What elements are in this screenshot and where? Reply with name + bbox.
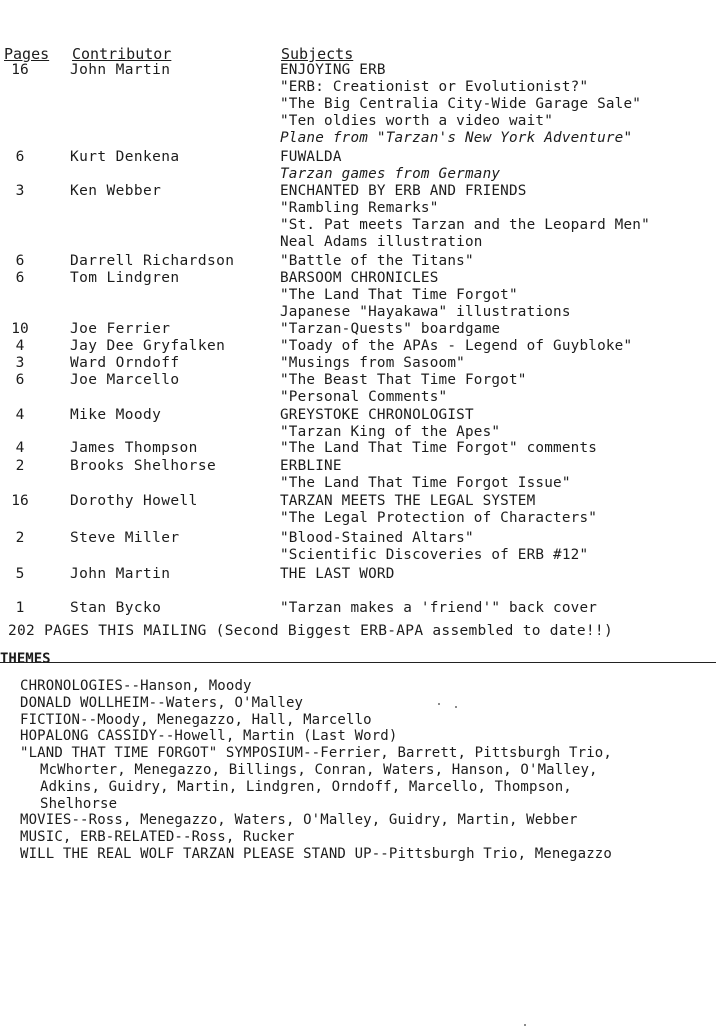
subject-line: ENCHANTED BY ERB AND FRIENDS — [280, 183, 527, 199]
subject-list — [280, 62, 641, 147]
page-count: 2 — [15, 458, 25, 474]
subject-line: "St. Pat meets Tarzan and the Leopard Men" — [280, 217, 650, 233]
subject-line: Japanese "Hayakawa" illustrations — [280, 304, 571, 320]
subject-line: "The Land That Time Forgot" comments — [280, 440, 598, 456]
contributor-header: Contributor — [72, 45, 172, 63]
page-count: 5 — [15, 566, 25, 582]
theme-continuation: Shelhorse — [40, 795, 118, 812]
page-count: 4 — [15, 440, 25, 456]
themes-divider — [0, 662, 716, 663]
themes-list — [20, 678, 612, 863]
subject-list — [280, 566, 395, 583]
theme-entry: FICTION--Moody, Menegazzo, Hall, Marcello — [20, 711, 372, 728]
page-count: 6 — [15, 253, 25, 269]
page-count: 2 — [15, 530, 25, 546]
subject-line: "The Big Centralia City-Wide Garage Sale" — [280, 96, 642, 112]
subjects-header: Subjects — [281, 45, 354, 63]
subject-list — [280, 530, 588, 564]
contributor-name: Ward Orndoff — [70, 355, 180, 371]
contributor-name: Brooks Shelhorse — [70, 458, 217, 474]
page-count: 6 — [15, 270, 25, 286]
theme-entry: CHRONOLOGIES--Hanson, Moody — [20, 678, 252, 694]
contributor-name: Steve Miller — [70, 530, 180, 546]
subject-list — [280, 372, 527, 406]
contributor-name: Dorothy Howell — [70, 493, 198, 509]
page-count: 16 — [11, 62, 29, 78]
subject-line: TARZAN MEETS THE LEGAL SYSTEM — [280, 493, 536, 509]
subject-line: "Blood-Stained Altars" — [280, 530, 474, 546]
subject-line: "Personal Comments" — [280, 389, 448, 405]
subject-line: "The Land That Time Forgot" — [280, 287, 518, 303]
paper-speck — [524, 1024, 526, 1026]
subject-line: "The Beast That Time Forgot" — [280, 372, 527, 388]
contributor-name: John Martin — [70, 62, 171, 78]
theme-entry: MOVIES--Ross, Menegazzo, Waters, O'Malley, Guidry, Martin, Webber — [20, 812, 578, 829]
subject-line: "Battle of the Titans" — [280, 253, 474, 269]
subject-line: BARSOOM CHRONICLES — [280, 270, 439, 286]
subject-line: "The Land That Time Forgot Issue" — [280, 475, 571, 491]
page-count: 4 — [15, 407, 25, 423]
page-count: 16 — [11, 493, 29, 509]
subject-line: Neal Adams illustration — [280, 234, 483, 250]
subject-line: "Musings from Sasoom" — [280, 355, 465, 371]
total-pages-line: 202 PAGES THIS MAILING (Second Biggest ERB-APA assembled to date!!) — [8, 623, 613, 639]
contributor-name: John Martin — [70, 566, 171, 582]
contributor-name: Darrell Richardson — [70, 253, 235, 269]
subject-line: Plane from "Tarzan's New York Adventure" — [280, 130, 633, 146]
contributor-name: Stan Bycko — [70, 600, 162, 616]
subject-list — [280, 338, 632, 355]
page-count: 4 — [15, 338, 25, 354]
contributor-name: Joe Ferrier — [70, 321, 171, 337]
theme-entry: DONALD WOLLHEIM--Waters, O'Malley — [20, 694, 304, 711]
contributor-name: James Thompson — [70, 440, 198, 456]
theme-continuation: Adkins, Guidry, Martin, Lindgren, Orndoff, Marcello, Thompson, — [40, 778, 572, 795]
subject-line: "Ten oldies worth a video wait" — [280, 113, 554, 129]
subject-line: Tarzan games from Germany — [280, 166, 501, 182]
page-count: 3 — [15, 183, 25, 199]
subject-list — [280, 149, 500, 183]
themes-heading: THEMES — [0, 651, 51, 667]
subject-list — [280, 183, 650, 251]
subject-line: "Rambling Remarks" — [280, 200, 439, 216]
subject-line: ERBLINE — [280, 458, 342, 474]
contributor-name: Mike Moody — [70, 407, 162, 423]
theme-entry: MUSIC, ERB-RELATED--Ross, Rucker — [20, 829, 295, 846]
theme-continuation: McWhorter, Menegazzo, Billings, Conran, Waters, Hanson, O'Malley, — [40, 761, 598, 778]
subject-line: "The Legal Protection of Characters" — [280, 510, 598, 526]
page-count: 6 — [15, 372, 25, 388]
subject-line: THE LAST WORD — [280, 566, 395, 582]
subject-list — [280, 321, 500, 338]
paper-speck — [455, 706, 457, 708]
contributor-name: Tom Lindgren — [70, 270, 180, 286]
subject-line: "Tarzan-Quests" boardgame — [280, 321, 501, 337]
contributor-name: Kurt Denkena — [70, 149, 180, 165]
page-count: 6 — [15, 149, 25, 165]
contributor-name: Jay Dee Gryfalken — [70, 338, 226, 354]
subject-list — [280, 270, 571, 321]
contributor-name: Ken Webber — [70, 183, 162, 199]
subject-line: "Toady of the APAs - Legend of Guybloke" — [280, 338, 633, 354]
subject-list — [280, 440, 597, 457]
subject-line: "ERB: Creationist or Evolutionist?" — [280, 79, 589, 95]
subject-line: "Tarzan makes a 'friend'" back cover — [280, 600, 598, 616]
subject-line: "Tarzan King of the Apes" — [280, 424, 501, 440]
paper-speck — [438, 703, 440, 705]
subject-list — [280, 458, 571, 492]
subject-line: GREYSTOKE CHRONOLOGIST — [280, 407, 474, 423]
page-count: 10 — [11, 321, 29, 337]
subject-list — [280, 407, 500, 441]
subject-line: ENJOYING ERB — [280, 62, 386, 78]
subject-list — [280, 600, 597, 617]
contributor-name: Joe Marcello — [70, 372, 180, 388]
theme-entry: HOPALONG CASSIDY--Howell, Martin (Last Word) — [20, 728, 398, 745]
pages-header: Pages — [4, 45, 50, 63]
subject-list — [280, 493, 597, 527]
subject-list — [280, 253, 474, 270]
subject-list — [280, 355, 465, 372]
theme-entry: WILL THE REAL WOLF TARZAN PLEASE STAND UP--Pittsburgh Trio, Menegazzo — [20, 845, 612, 862]
subject-line: "Scientific Discoveries of ERB #12" — [280, 547, 589, 563]
page-count: 1 — [15, 600, 25, 616]
subject-line: FUWALDA — [280, 149, 342, 165]
page-count: 3 — [15, 355, 25, 371]
theme-entry: "LAND THAT TIME FORGOT" SYMPOSIUM--Ferrier, Barrett, Pittsburgh Trio, — [20, 745, 612, 762]
